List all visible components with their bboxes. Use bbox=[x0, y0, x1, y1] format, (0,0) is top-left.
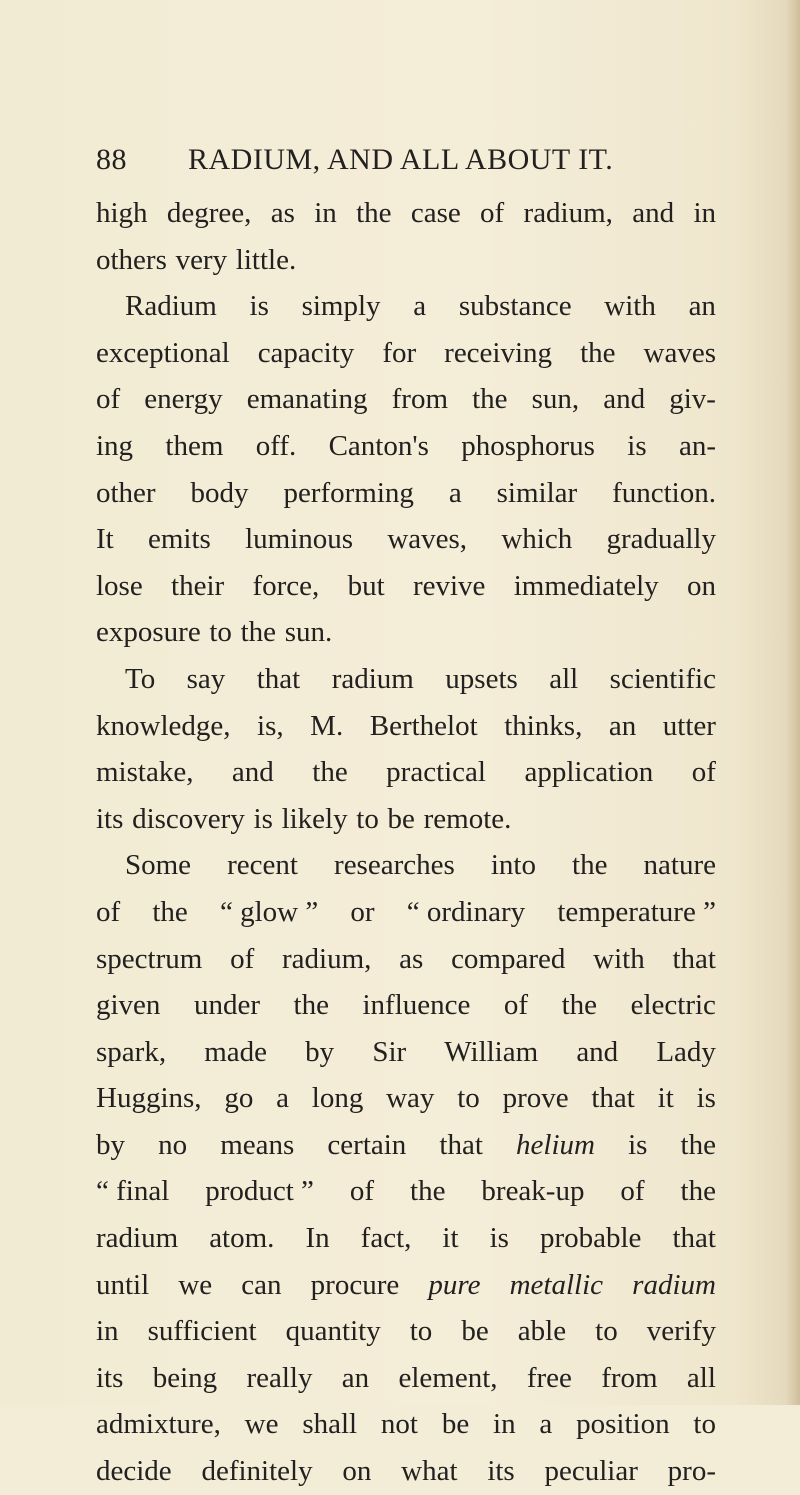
word: Berthelot bbox=[369, 709, 478, 742]
word: high bbox=[96, 197, 148, 229]
word: thinks, bbox=[504, 709, 583, 742]
text-line bbox=[96, 1262, 716, 1309]
word: its bbox=[96, 802, 124, 835]
word: be bbox=[387, 802, 415, 835]
word: similar bbox=[496, 476, 578, 509]
word: that bbox=[672, 942, 716, 975]
word: to bbox=[356, 802, 379, 835]
word: performing bbox=[283, 476, 414, 509]
word: Sir bbox=[372, 1035, 407, 1068]
word: into bbox=[490, 849, 536, 882]
word: very bbox=[175, 243, 228, 276]
word: body bbox=[190, 476, 249, 509]
word: decide bbox=[96, 1455, 172, 1488]
word: “ final bbox=[96, 1175, 170, 1208]
word: in bbox=[96, 1315, 119, 1348]
word: admixture, bbox=[96, 1408, 221, 1441]
word: capacity bbox=[257, 336, 355, 369]
word: exceptional bbox=[96, 336, 230, 369]
word: shall bbox=[302, 1408, 358, 1441]
word: with bbox=[593, 942, 645, 975]
text-line bbox=[96, 237, 716, 284]
word: verify bbox=[646, 1315, 716, 1348]
word: and bbox=[603, 383, 646, 416]
word: the bbox=[580, 336, 616, 369]
word: the bbox=[312, 756, 348, 789]
word: in bbox=[314, 197, 337, 229]
word: temperature ” bbox=[557, 895, 716, 928]
word: the bbox=[293, 989, 329, 1022]
word: remote. bbox=[423, 802, 512, 835]
word: researches bbox=[334, 849, 455, 882]
text-line bbox=[96, 982, 716, 1029]
word: and bbox=[576, 1035, 619, 1068]
word: to bbox=[457, 1082, 480, 1115]
word: it bbox=[657, 1082, 674, 1115]
word: receiving bbox=[444, 336, 553, 369]
word: by bbox=[305, 1035, 335, 1068]
word: is bbox=[489, 1222, 509, 1255]
word: that bbox=[672, 1222, 716, 1255]
word: a bbox=[276, 1082, 289, 1115]
word: emits bbox=[147, 523, 211, 556]
word: with bbox=[604, 290, 656, 323]
word: is, bbox=[257, 709, 284, 742]
word: quantity bbox=[285, 1315, 381, 1348]
word: certain bbox=[327, 1128, 407, 1161]
word: of bbox=[620, 1175, 645, 1208]
word: to bbox=[409, 1315, 433, 1348]
text-line bbox=[96, 283, 716, 330]
word: that bbox=[439, 1128, 483, 1161]
word: “ glow ” bbox=[219, 895, 319, 928]
text-line bbox=[96, 563, 716, 610]
word: of bbox=[691, 756, 716, 789]
word: In bbox=[305, 1222, 330, 1255]
word: on bbox=[686, 569, 716, 602]
word: Lady bbox=[656, 1035, 716, 1068]
word: the bbox=[240, 616, 277, 649]
word: product ” bbox=[205, 1175, 314, 1208]
word: probable bbox=[539, 1222, 642, 1255]
word: pure bbox=[428, 1268, 481, 1301]
word: say bbox=[186, 662, 226, 695]
word: Some bbox=[125, 849, 192, 882]
text-line bbox=[96, 936, 716, 983]
word: sufficient bbox=[147, 1315, 257, 1348]
word: its bbox=[487, 1455, 515, 1488]
word: of bbox=[503, 989, 529, 1022]
word: all bbox=[549, 662, 579, 695]
word: free bbox=[526, 1361, 572, 1394]
word: or bbox=[350, 895, 375, 928]
word: application bbox=[524, 756, 654, 789]
word: radium bbox=[96, 1222, 179, 1255]
word: for bbox=[382, 336, 417, 369]
text-line bbox=[96, 1168, 716, 1215]
word: on bbox=[342, 1455, 372, 1488]
word: of bbox=[230, 942, 255, 975]
text-line bbox=[96, 749, 716, 796]
word: utter bbox=[662, 709, 716, 742]
running-head: RADIUM, AND ALL ABOUT IT. bbox=[188, 143, 614, 176]
word: element, bbox=[398, 1361, 498, 1394]
word: luminous bbox=[245, 523, 354, 556]
word: little. bbox=[235, 243, 297, 276]
word: other bbox=[96, 476, 156, 509]
word: immediately bbox=[513, 569, 659, 602]
word: spark, bbox=[96, 1035, 167, 1068]
word: a bbox=[448, 476, 462, 509]
word: no bbox=[158, 1128, 188, 1161]
word: To bbox=[125, 662, 156, 695]
word: is bbox=[253, 802, 273, 835]
text-line bbox=[96, 889, 716, 936]
word: knowledge, bbox=[96, 709, 231, 742]
word: by bbox=[96, 1128, 125, 1161]
text-line bbox=[96, 609, 716, 656]
word: discovery bbox=[132, 802, 245, 835]
word: mistake, bbox=[96, 756, 194, 789]
word: others bbox=[96, 243, 167, 276]
word: being bbox=[152, 1361, 218, 1394]
word: giv- bbox=[669, 383, 716, 416]
word: a bbox=[413, 290, 427, 323]
word: radium, bbox=[523, 197, 613, 229]
word: we bbox=[244, 1408, 279, 1441]
text-line bbox=[96, 330, 716, 377]
word: able bbox=[517, 1315, 567, 1348]
word: to bbox=[595, 1315, 618, 1348]
word: under bbox=[193, 989, 260, 1022]
word: not bbox=[380, 1408, 418, 1441]
word: exposure bbox=[96, 616, 201, 649]
word: the bbox=[472, 383, 508, 416]
word: an bbox=[688, 290, 716, 323]
word: in bbox=[693, 197, 716, 229]
word: given bbox=[96, 989, 161, 1022]
word: position bbox=[576, 1408, 670, 1441]
word: upsets bbox=[445, 662, 518, 695]
text-line bbox=[96, 1448, 716, 1495]
word: be bbox=[441, 1408, 470, 1441]
text-line bbox=[96, 656, 716, 703]
word: be bbox=[461, 1315, 489, 1348]
word: off. bbox=[255, 429, 297, 462]
word: It bbox=[96, 523, 114, 556]
word: them bbox=[165, 429, 224, 462]
word: scientific bbox=[609, 662, 716, 695]
word: its bbox=[96, 1361, 124, 1394]
word: the bbox=[680, 1175, 716, 1208]
word: is bbox=[696, 1082, 716, 1115]
word: force, bbox=[252, 569, 320, 602]
word: radium, bbox=[281, 942, 372, 975]
page-edge-shadow bbox=[786, 0, 800, 1405]
word: electric bbox=[630, 989, 716, 1022]
word: waves, bbox=[387, 523, 468, 556]
text-line bbox=[96, 703, 716, 750]
word: really bbox=[246, 1361, 313, 1394]
text-line bbox=[96, 516, 716, 563]
word: William bbox=[444, 1035, 539, 1068]
word: sun. bbox=[284, 616, 333, 649]
word: is bbox=[249, 290, 269, 323]
word: of bbox=[480, 197, 505, 229]
word: spectrum bbox=[96, 942, 203, 975]
word: to bbox=[209, 616, 232, 649]
word: waves bbox=[643, 336, 716, 369]
text-line bbox=[96, 1075, 716, 1122]
text-line bbox=[96, 1122, 716, 1169]
word: made bbox=[204, 1035, 268, 1068]
word: as bbox=[270, 197, 295, 229]
word: we bbox=[178, 1268, 213, 1301]
word: the bbox=[410, 1175, 446, 1208]
word: substance bbox=[458, 290, 572, 323]
word: an bbox=[341, 1361, 370, 1394]
word: nature bbox=[643, 849, 716, 882]
word: and bbox=[231, 756, 274, 789]
word: ing bbox=[96, 429, 134, 462]
word: the bbox=[572, 849, 608, 882]
word: the bbox=[561, 989, 598, 1022]
word: that bbox=[591, 1082, 635, 1115]
word: an- bbox=[678, 429, 716, 462]
word: and bbox=[632, 197, 675, 229]
text-line bbox=[96, 1401, 716, 1448]
text-line bbox=[96, 1308, 716, 1355]
word: in bbox=[493, 1408, 516, 1441]
word: is bbox=[627, 429, 647, 462]
word: energy bbox=[144, 383, 223, 416]
word: of bbox=[96, 895, 121, 928]
word: phosphorus bbox=[461, 429, 595, 462]
word: from bbox=[601, 1361, 658, 1394]
word: means bbox=[220, 1128, 295, 1161]
text-line bbox=[96, 423, 716, 470]
text-line bbox=[96, 1029, 716, 1076]
word: from bbox=[391, 383, 449, 416]
text-line bbox=[96, 470, 716, 517]
word: atom. bbox=[209, 1222, 275, 1255]
word: “ ordinary bbox=[406, 895, 526, 928]
text-line bbox=[96, 1215, 716, 1262]
page-number: 88 bbox=[96, 143, 127, 176]
word: way bbox=[386, 1082, 435, 1115]
word: the bbox=[356, 197, 392, 229]
word: it bbox=[442, 1222, 459, 1255]
word: revive bbox=[412, 569, 486, 602]
word: of bbox=[349, 1175, 375, 1208]
word: Radium bbox=[125, 290, 217, 323]
word: influence bbox=[362, 989, 471, 1022]
text-line bbox=[96, 1355, 716, 1402]
word: peculiar bbox=[544, 1455, 638, 1488]
word: radium bbox=[632, 1268, 716, 1301]
word: M. bbox=[310, 709, 344, 742]
word: prove bbox=[502, 1082, 569, 1115]
word: of bbox=[96, 383, 121, 416]
word: lose bbox=[96, 569, 143, 602]
word: go bbox=[224, 1082, 254, 1115]
word: simply bbox=[301, 290, 381, 323]
word: emanating bbox=[246, 383, 368, 416]
word: practical bbox=[386, 756, 486, 789]
word: all bbox=[686, 1361, 716, 1394]
word: compared bbox=[451, 942, 566, 975]
word: long bbox=[311, 1082, 364, 1115]
word: an bbox=[608, 709, 637, 742]
text-line bbox=[96, 190, 716, 237]
word: procure bbox=[310, 1268, 400, 1301]
page-header bbox=[96, 143, 736, 183]
word: case bbox=[410, 197, 461, 229]
word: recent bbox=[227, 849, 298, 882]
word: radium bbox=[331, 662, 414, 695]
word: which bbox=[501, 523, 573, 556]
word: metallic bbox=[509, 1268, 604, 1301]
word: a bbox=[539, 1408, 553, 1441]
word: fact, bbox=[360, 1222, 412, 1255]
word: until bbox=[96, 1268, 150, 1301]
text-line bbox=[96, 796, 716, 843]
word: their bbox=[171, 569, 225, 602]
word: helium bbox=[516, 1128, 595, 1161]
word: sun, bbox=[531, 383, 580, 416]
word: Huggins, bbox=[96, 1082, 202, 1115]
text-line bbox=[96, 376, 716, 423]
text-line bbox=[96, 842, 716, 889]
word: as bbox=[399, 942, 424, 975]
word: that bbox=[256, 662, 301, 695]
word: function. bbox=[612, 476, 716, 509]
word: is bbox=[628, 1128, 648, 1161]
word: degree, bbox=[166, 197, 252, 229]
word: to bbox=[693, 1408, 716, 1441]
word: pro- bbox=[667, 1455, 716, 1488]
body-text bbox=[96, 190, 716, 1495]
word: what bbox=[401, 1455, 458, 1488]
word: likely bbox=[281, 802, 348, 835]
word: but bbox=[347, 569, 385, 602]
word: the bbox=[152, 895, 188, 928]
word: definitely bbox=[201, 1455, 313, 1488]
word: the bbox=[680, 1128, 716, 1161]
word: gradually bbox=[606, 523, 716, 556]
word: break-up bbox=[481, 1175, 585, 1208]
word: Canton's bbox=[328, 429, 429, 462]
word: can bbox=[241, 1268, 282, 1301]
